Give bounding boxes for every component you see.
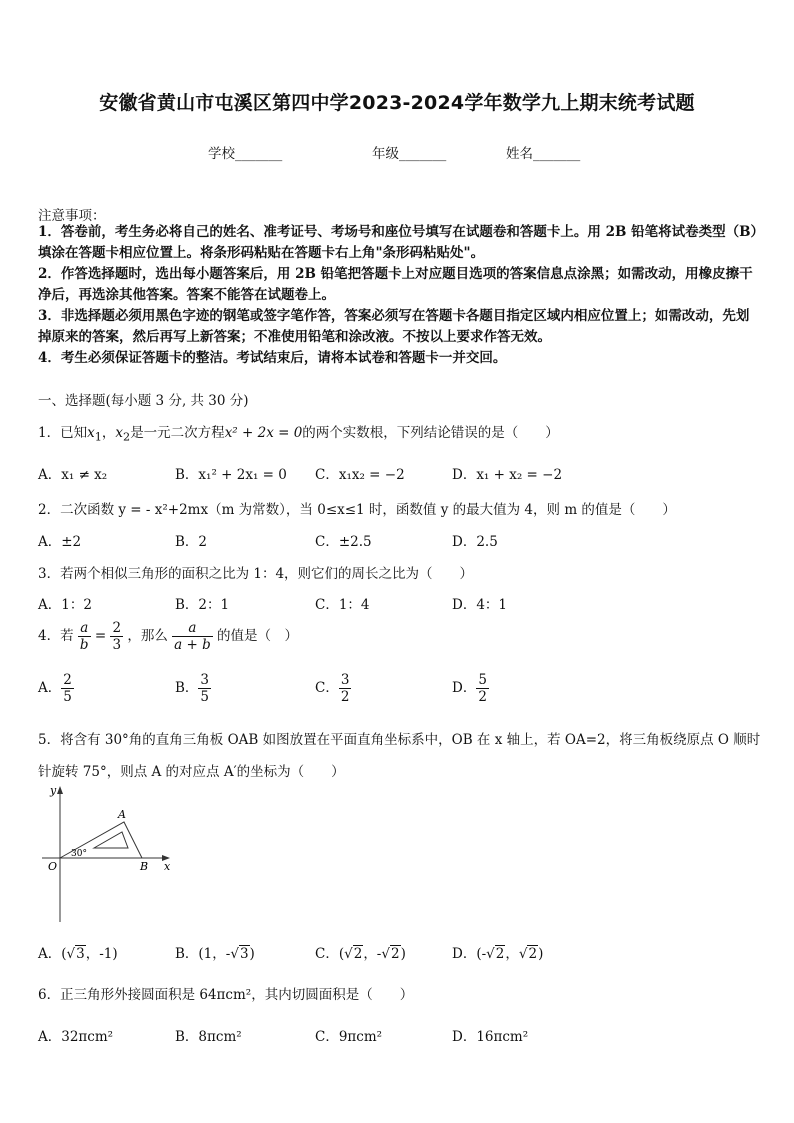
question-2-option-d: D．2.5	[452, 534, 498, 550]
school-field: 学校_______	[208, 146, 283, 162]
notes-heading: 注意事项：	[38, 208, 106, 224]
question-4-option-a: A． $\frac{2}{5}$	[38, 672, 72, 705]
triangle-inner	[94, 832, 128, 848]
question-1-option-a: A．x₁ ≠ x₂	[38, 467, 108, 483]
question-1-option-c: C．x₁x₂ = −2	[315, 467, 405, 483]
question-4-option-c: C． $\frac{3}{2}$	[315, 672, 350, 705]
question-1-option-d: D．x₁ + x₂ = −2	[452, 467, 563, 483]
question-5-option-d: D．(-√2，√2)	[452, 946, 544, 962]
question-6-option-b: B．8πcm²	[175, 1029, 242, 1045]
question-5-option-c: C．(√2，-√2)	[315, 946, 406, 962]
y-axis-arrow	[57, 786, 63, 794]
grade-field: 年级_______	[372, 146, 447, 162]
question-2-stem: 2．二次函数 y = - x²+2mx（m 为常数），当 0≤x≤1 时，函数值 y 的最大值为 4，则 m 的值是（ ）	[38, 502, 676, 518]
note-item: 1．答卷前，考生务必将自己的姓名、准考证号、考场号和座位号填写在试题卷和答题卡上。用 2B 铅笔将试卷类型（B）填涂在答题卡相应位置上。将条形码粘贴在答题卡右上角"条形码粘贴处"。	[38, 224, 758, 261]
question-2-option-a: A．±2	[38, 534, 82, 550]
question-4-option-d: D． $\frac{5}{2}$	[452, 672, 487, 705]
question-2-option-b: B．2	[175, 534, 208, 550]
question-5-option-b: B．(1，-√3)	[175, 946, 255, 962]
y-label: y	[50, 784, 57, 797]
question-3-option-a: A．1：2	[38, 597, 92, 613]
question-6-option-c: C．9πcm²	[315, 1029, 383, 1045]
question-5-stem-line2: 针旋转 75°，则点 A 的对应点 A′的坐标为（ ）	[38, 764, 345, 780]
section-heading: 一、选择题(每小题 3 分, 共 30 分)	[38, 393, 249, 409]
name-field: 姓名_______	[506, 146, 581, 162]
question-3-option-d: D．4：1	[452, 597, 508, 613]
question-3-option-b: B．2：1	[175, 597, 230, 613]
question-1-option-b: B．x₁² + 2x₁ = 0	[175, 467, 287, 483]
x-label: x	[164, 860, 171, 873]
question-5-stem-line1: 5．将含有 30°角的直角三角板 OAB 如图放置在平面直角坐标系中，OB 在 x 轴上，若 OA=2，将三角板绕原点 O 顺时	[38, 732, 761, 748]
page-title: 安徽省黄山市屯溪区第四中学2023-2024学年数学九上期末统考试题	[99, 92, 695, 114]
point-a-label: A	[118, 808, 126, 821]
question-6-option-d: D．16πcm²	[452, 1029, 529, 1045]
angle-label: 30°	[71, 849, 87, 859]
origin-label: O	[48, 860, 58, 873]
question-4-stem: 4．若 $\frac{a}{b}$ = $\frac{2}{3}$ ，那么 $\frac{a}{a + b}$ 的值是（ ）	[38, 620, 299, 653]
question-2-option-c: C．±2.5	[315, 534, 372, 550]
question-6-option-a: A．32πcm²	[38, 1029, 114, 1045]
question-3-option-c: C．1：4	[315, 597, 370, 613]
question-5-option-a: A．(√3，-1)	[38, 946, 118, 962]
coordinate-figure	[36, 784, 176, 924]
note-item: 4．考生必须保证答题卡的整洁。考试结束后，请将本试卷和答题卡一并交回。	[38, 350, 507, 366]
note-item: 3．非选择题必须用黑色字迹的钢笔或签字笔作答，答案必须写在答题卡各题目指定区域内相应位置上；如需改动，先划掉原来的答案，然后再写上新答案；不准使用铅笔和涂改液。不按以上要求作答无效。	[38, 308, 750, 345]
question-6-stem: 6．正三角形外接圆面积是 64πcm²，其内切圆面积是（ ）	[38, 987, 414, 1003]
question-1-stem: 1．已知$x_1$，$x_2$是一元二次方程x² + 2x = 0的两个实数根，下列结论错误的是（ ）	[38, 425, 559, 444]
point-b-label: B	[140, 860, 149, 873]
question-4-option-b: B． $\frac{3}{5}$	[175, 672, 210, 705]
note-item: 2．作答选择题时，选出每小题答案后，用 2B 铅笔把答题卡上对应题目选项的答案信息点涂黑；如需改动，用橡皮擦干净后，再选涂其他答案。答案不能答在试题卷上。	[38, 266, 753, 303]
question-3-stem: 3．若两个相似三角形的面积之比为 1：4，则它们的周长之比为（ ）	[38, 566, 474, 582]
